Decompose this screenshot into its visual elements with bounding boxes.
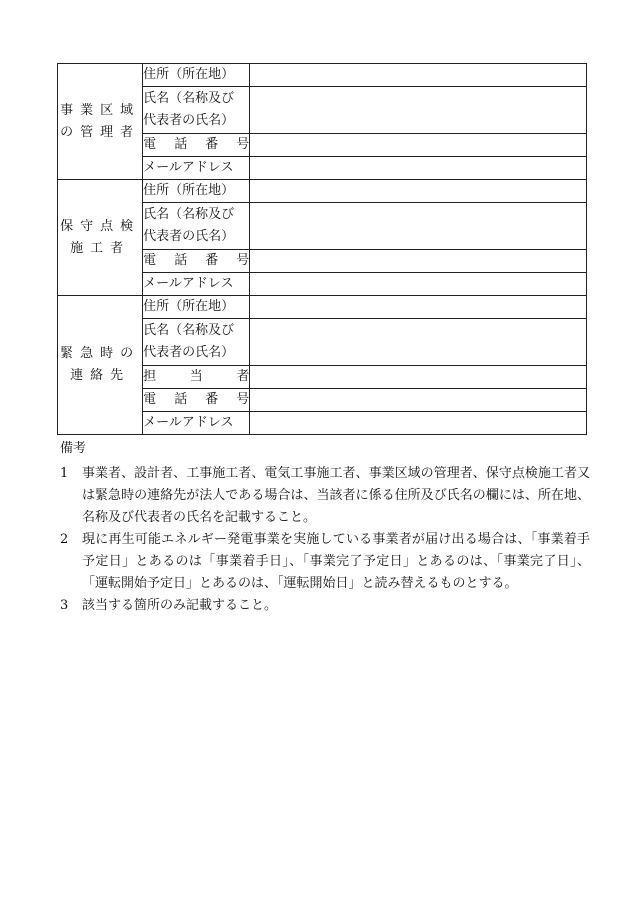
field-label-char: 話 [174, 253, 188, 268]
remark-item [60, 529, 590, 595]
table-row [58, 296, 587, 319]
field-label-char: 担 [143, 369, 157, 384]
field-label-line [143, 250, 249, 272]
field-label-line [143, 366, 249, 388]
field-label-line: 代表者の氏名） [143, 229, 235, 244]
field-value-cell[interactable] [250, 296, 587, 319]
field-value-cell[interactable] [250, 273, 587, 296]
field-label-char: 電 [143, 253, 157, 268]
remark-number: 3 [60, 598, 69, 613]
group-label-line: 保守点検 [60, 218, 141, 234]
section-group-label [58, 64, 143, 180]
field-label-char: 号 [236, 253, 250, 268]
remark-item [60, 595, 590, 617]
remark-text: 現に再生可能エネルギー発電事業を実施している事業者が届け出る場合は、「事業着手予定日」とあるのは「事業着手日」、「事業完了予定日」とあるのは、「事業完了日」、「運転開始予定日」とあるのは、「運転開始日」と読み替えるものとする。 [82, 532, 590, 591]
field-value-cell[interactable] [250, 157, 587, 180]
field-label [143, 250, 250, 273]
remark-text: 該当する箇所のみ記載すること。 [82, 598, 278, 613]
field-label-char: 電 [143, 137, 157, 152]
field-label-line: 住所（所在地） [143, 183, 235, 198]
field-label [143, 180, 250, 203]
field-label [143, 157, 250, 180]
remark-text: 事業者、設計者、工事施工者、電気工事施工者、事業区域の管理者、保守点検施工者又は緊急時の連絡先が法人である場合は、当該者に係る住所及び氏名の欄には、所在地、名称及び代表者の氏名を記載すること。 [82, 466, 590, 525]
field-label-line: 住所（所在地） [143, 67, 235, 82]
field-value-cell[interactable] [250, 64, 587, 87]
field-label-char: 当 [189, 369, 203, 384]
group-label-line: 事業区域 [60, 102, 141, 118]
field-label-line: 氏名（名称及び [143, 207, 235, 222]
table-row [58, 64, 587, 87]
section-group-label [58, 296, 143, 435]
field-value-cell[interactable] [250, 389, 587, 412]
group-label-line: 施工者 [70, 240, 131, 256]
field-label [143, 134, 250, 157]
remarks-section [60, 438, 590, 617]
field-value-cell[interactable] [250, 319, 587, 366]
field-label-line: メールアドレス [143, 415, 234, 430]
field-label [143, 412, 250, 435]
field-label-char: 番 [205, 137, 219, 152]
field-label-line: 代表者の氏名） [143, 345, 235, 360]
group-label-line: 連絡先 [70, 368, 131, 383]
remarks-title: 備考 [60, 441, 87, 456]
field-label-line: 住所（所在地） [143, 299, 235, 314]
field-label [143, 389, 250, 412]
field-value-cell[interactable] [250, 203, 587, 250]
field-label-line: 氏名（名称及び [143, 91, 235, 106]
field-label-char: 番 [205, 253, 219, 268]
field-label [143, 203, 250, 250]
field-label-line [143, 134, 249, 156]
field-label-line: メールアドレス [143, 276, 234, 291]
field-label-line: メールアドレス [143, 160, 234, 175]
field-label [143, 64, 250, 87]
contact-info-table [57, 63, 587, 435]
remark-item [60, 463, 590, 529]
field-label [143, 319, 250, 366]
field-value-cell[interactable] [250, 180, 587, 203]
field-label-line: 代表者の氏名） [143, 113, 235, 128]
field-value-cell[interactable] [250, 366, 587, 389]
remarks-list [60, 463, 590, 617]
field-label-char: 話 [174, 392, 188, 407]
contact-info-table-body [58, 64, 587, 435]
remark-number: 1 [60, 466, 69, 481]
field-label-line [143, 389, 249, 411]
field-label-char: 号 [236, 392, 250, 407]
field-value-cell[interactable] [250, 134, 587, 157]
table-row [58, 180, 587, 203]
field-value-cell[interactable] [250, 412, 587, 435]
field-label-char: 号 [236, 137, 250, 152]
field-value-cell[interactable] [250, 250, 587, 273]
group-label-line: の管理者 [60, 124, 141, 140]
field-label [143, 366, 250, 389]
field-label-char: 話 [174, 137, 188, 152]
field-label-line: 氏名（名称及び [143, 323, 235, 338]
group-label-line: 緊急時の [60, 346, 141, 361]
remark-number: 2 [60, 532, 69, 547]
field-label [143, 273, 250, 296]
field-label-char: 者 [236, 369, 250, 384]
section-group-label [58, 180, 143, 296]
field-label-char: 電 [143, 392, 157, 407]
field-label [143, 87, 250, 134]
field-label-char: 番 [205, 392, 219, 407]
field-value-cell[interactable] [250, 87, 587, 134]
field-label [143, 296, 250, 319]
